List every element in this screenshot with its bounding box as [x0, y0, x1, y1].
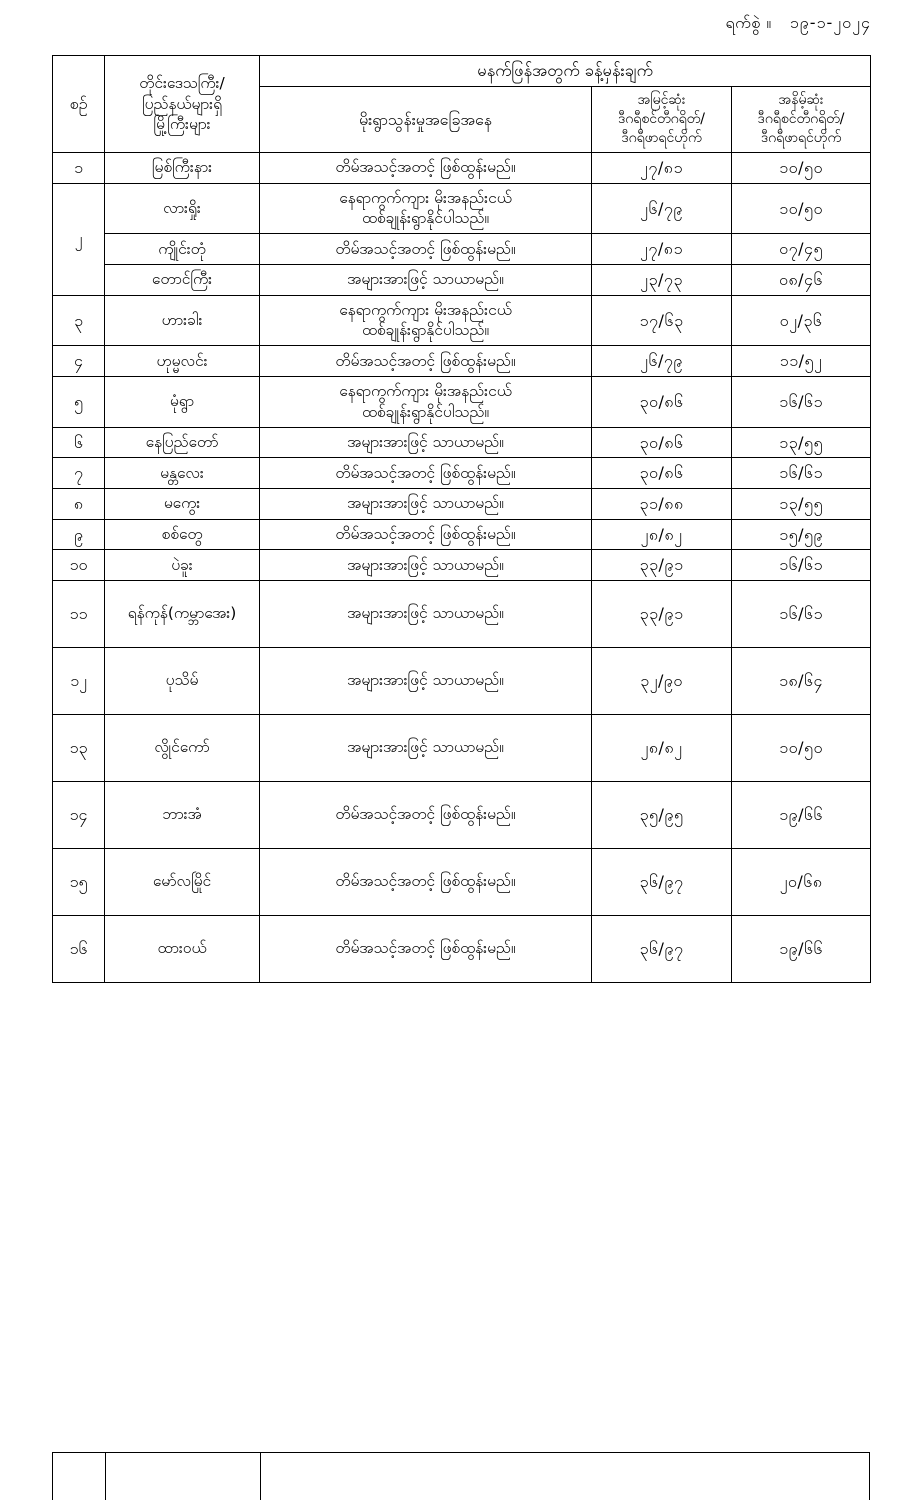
table-row: [53, 152, 871, 183]
cell-max-temperature: ၃၂/၉၀: [592, 647, 732, 714]
cell-max-temperature: ၃၆/၉၇: [592, 848, 732, 915]
cell-min-temperature: ၁၀/၅၀: [732, 152, 871, 183]
cell-max-temperature: ၃၃/၉၁: [592, 550, 732, 581]
cell-region-city: ထားဝယ်: [105, 915, 260, 982]
cell-region-city: မန္တလေး: [105, 458, 260, 489]
cell-row-number: ၄: [53, 346, 105, 377]
cell-max-temperature: ၃၀/၈၆: [592, 377, 732, 428]
cell-rain-condition: တိမ်အသင့်အတင့် ဖြစ်ထွန်းမည်။: [260, 234, 592, 265]
cell-min-temperature: ၁၀/၅၀: [732, 183, 871, 234]
table-row: [53, 714, 871, 781]
cell-min-temperature: ၁၉/၆၆: [732, 781, 871, 848]
cell-row-number: ၁၃: [53, 714, 105, 781]
date-value: ၁၉-၁-၂၀၂၄: [789, 13, 871, 32]
cell-max-temperature: ၂၇/၈၁: [592, 234, 732, 265]
cell-rain-condition: တိမ်အသင့်အတင့် ဖြစ်ထွန်းမည်။: [260, 346, 592, 377]
cell-region-city: ရန်ကုန်(ကမ္ဘာအေး): [105, 580, 260, 647]
table-row: [53, 915, 871, 982]
table-row: [53, 427, 871, 458]
cell-min-temperature: ၁၆/၆၁: [732, 550, 871, 581]
cell-min-temperature: ၁၃/၅၅: [732, 489, 871, 520]
table-header: [53, 56, 871, 153]
column-header-max-line3: ဒီဂရီဖာရင်ဟိုက်: [621, 130, 702, 147]
cell-rain-condition: တိမ်အသင့်အတင့် ဖြစ်ထွန်းမည်။: [260, 458, 592, 489]
table-body: [53, 152, 871, 982]
cell-min-temperature: ၁၃/၅၅: [732, 427, 871, 458]
cell-rain-condition: တိမ်အသင့်အတင့် ဖြစ်ထွန်းမည်။: [260, 519, 592, 550]
cell-max-temperature: ၂၃/၇၃: [592, 264, 732, 295]
cell-region-city: ဘားအံ: [105, 781, 260, 848]
column-header-no: စဉ်: [53, 56, 105, 153]
column-header-region-line2: ပြည်နယ်များရှိ: [141, 94, 222, 113]
cell-max-temperature: ၂၇/၈၁: [592, 152, 732, 183]
cell-row-number: ၈: [53, 489, 105, 520]
table-row: [53, 234, 871, 265]
cell-max-temperature: ၂၈/၈၂: [592, 714, 732, 781]
cell-row-number: ၂: [53, 183, 105, 295]
column-header-region: [105, 56, 260, 153]
column-header-min-line1: အနိမ့်ဆုံး: [778, 92, 824, 109]
cell-region-city: ဟားခါး: [105, 295, 260, 346]
cell-region-city: ကျိုင်းတုံ: [105, 234, 260, 265]
column-header-group: မနက်ဖြန်အတွက် ခန့်မှန်းချက်: [260, 56, 871, 87]
column-header-min-temp: [732, 87, 871, 153]
cell-rain-condition-line1: နေရာကွက်ကျား မိုးအနည်းငယ်: [339, 382, 512, 400]
cell-rain-condition-line2: ထစ်ချုန်းရွာနိုင်ပါသည်။: [361, 402, 490, 421]
cell-min-temperature: ၁၆/၆၁: [732, 580, 871, 647]
table-row: [53, 781, 871, 848]
cell-max-temperature: ၃၀/၈၆: [592, 427, 732, 458]
cell-max-temperature: ၂၆/၇၉: [592, 346, 732, 377]
cell-rain-condition: အများအားဖြင့် သာယာမည်။: [260, 580, 592, 647]
cell-min-temperature: ၀၂/၃၆: [732, 295, 871, 346]
forecast-table: [52, 55, 871, 983]
cell-min-temperature: ၁၉/၆၆: [732, 915, 871, 982]
cell-row-number: ၁၀: [53, 550, 105, 581]
cell-region-city: စစ်တွေ: [105, 519, 260, 550]
cell-region-city: ပုသိမ်: [105, 647, 260, 714]
cell-rain-condition: [260, 295, 592, 346]
cell-max-temperature: ၃၅/၉၅: [592, 781, 732, 848]
cell-region-city: မော်လမြိုင်: [105, 848, 260, 915]
column-header-region-line1: တိုင်းဒေသကြီး/: [139, 73, 225, 92]
cell-rain-condition-line1: နေရာကွက်ကျား မိုးအနည်းငယ်: [339, 300, 512, 319]
cell-row-number: ၁၆: [53, 915, 105, 982]
cell-region-city: ပဲခူး: [105, 550, 260, 581]
cell-region-city: နေပြည်တော်: [105, 427, 260, 458]
cell-max-temperature: ၃၁/၈၈: [592, 489, 732, 520]
cell-rain-condition: အများအားဖြင့် သာယာမည်။: [260, 550, 592, 581]
cell-rain-condition-line2: ထစ်ချုန်းရွာနိုင်ပါသည်။: [361, 321, 490, 340]
column-header-max-line2: ဒီဂရီစင်တီဂရိတ်/: [618, 111, 705, 128]
cell-min-temperature: ၁၀/၅၀: [732, 714, 871, 781]
cell-min-temperature: ၁၆/၆၁: [732, 377, 871, 428]
cell-row-number: ၁၅: [53, 848, 105, 915]
cell-row-number: ၁၄: [53, 781, 105, 848]
table-row: [53, 377, 871, 428]
cell-rain-condition: တိမ်အသင့်အတင့် ဖြစ်ထွန်းမည်။: [260, 781, 592, 848]
cell-min-temperature: ၂၀/၆၈: [732, 848, 871, 915]
cell-region-city: လားရှိုး: [105, 183, 260, 234]
cell-row-number: ၅: [53, 377, 105, 428]
table-row: [53, 489, 871, 520]
cell-rain-condition-line1: နေရာကွက်ကျား မိုးအနည်းငယ်: [339, 188, 512, 207]
cell-rain-condition: [260, 377, 592, 428]
table-row: [53, 848, 871, 915]
table-row: [53, 183, 871, 234]
cell-rain-condition: တိမ်အသင့်အတင့် ဖြစ်ထွန်းမည်။: [260, 848, 592, 915]
cell-rain-condition: အများအားဖြင့် သာယာမည်။: [260, 427, 592, 458]
cell-min-temperature: ၁၅/၅၉: [732, 519, 871, 550]
cell-row-number: ၁: [53, 152, 105, 183]
forecast-table-wrapper: [52, 55, 870, 983]
cell-rain-condition: အများအားဖြင့် သာယာမည်။: [260, 647, 592, 714]
cell-max-temperature: ၁၇/၆၃: [592, 295, 732, 346]
cell-region-city: မကွေး: [105, 489, 260, 520]
column-header-max-temp: [592, 87, 732, 153]
cell-rain-condition: တိမ်အသင့်အတင့် ဖြစ်ထွန်းမည်။: [260, 152, 592, 183]
cell-region-city: မုံရွာ: [105, 377, 260, 428]
cell-max-temperature: ၃၀/၈၆: [592, 458, 732, 489]
cell-min-temperature: ၀၈/၄၆: [732, 264, 871, 295]
table-row: [53, 580, 871, 647]
column-header-max-line1: အမြင့်ဆုံး: [637, 92, 686, 109]
cell-rain-condition: တိမ်အသင့်အတင့် ဖြစ်ထွန်းမည်။: [260, 915, 592, 982]
table-row: [53, 295, 871, 346]
cell-row-number: ၃: [53, 295, 105, 346]
column-header-min-line2: ဒီဂရီစင်တီဂရိတ်/: [757, 111, 845, 128]
table-row: [53, 550, 871, 581]
table-row: [53, 346, 871, 377]
cell-rain-condition: အများအားဖြင့် သာယာမည်။: [260, 714, 592, 781]
cell-min-temperature: ၀၇/၄၅: [732, 234, 871, 265]
date-label: ရက်စွဲ ။: [725, 13, 772, 32]
cell-row-number: ၁၂: [53, 647, 105, 714]
table-row: [53, 647, 871, 714]
cell-region-city: ဟုမ္မလင်း: [105, 346, 260, 377]
cell-max-temperature: ၂၈/၈၂: [592, 519, 732, 550]
cell-max-temperature: ၃၆/၉၇: [592, 915, 732, 982]
cell-max-temperature: ၂၆/၇၉: [592, 183, 732, 234]
cell-rain-condition-line2: ထစ်ချုန်းရွာနိုင်ပါသည်။: [361, 209, 490, 228]
date-line: [725, 12, 871, 36]
cell-row-number: ၁၁: [53, 580, 105, 647]
cell-region-city: လွိုင်ကော်: [105, 714, 260, 781]
table-header-row-1: [53, 56, 871, 87]
cell-row-number: ၆: [53, 427, 105, 458]
cell-row-number: ၇: [53, 458, 105, 489]
cell-rain-condition: အများအားဖြင့် သာယာမည်။: [260, 264, 592, 295]
table-continuation-stub: [52, 1452, 870, 1500]
cell-rain-condition: အများအားဖြင့် သာယာမည်။: [260, 489, 592, 520]
cell-max-temperature: ၃၃/၉၁: [592, 580, 732, 647]
table-row: [53, 519, 871, 550]
table-row: [53, 264, 871, 295]
cell-region-city: မြစ်ကြီးနား: [105, 152, 260, 183]
cell-min-temperature: ၁၆/၆၁: [732, 458, 871, 489]
cell-row-number: ၉: [53, 519, 105, 550]
column-header-region-line3: မြို့ကြီးများ: [153, 115, 211, 134]
cell-min-temperature: ၁၈/၆၄: [732, 647, 871, 714]
cell-min-temperature: ၁၁/၅၂: [732, 346, 871, 377]
cell-rain-condition: [260, 183, 592, 234]
column-header-condition: မိုးရွာသွန်းမှုအခြေအနေ: [260, 87, 592, 153]
column-header-min-line3: ဒီဂရီဖာရင်ဟိုက်: [760, 130, 842, 147]
table-row: [53, 458, 871, 489]
cell-region-city: တောင်ကြီး: [105, 264, 260, 295]
